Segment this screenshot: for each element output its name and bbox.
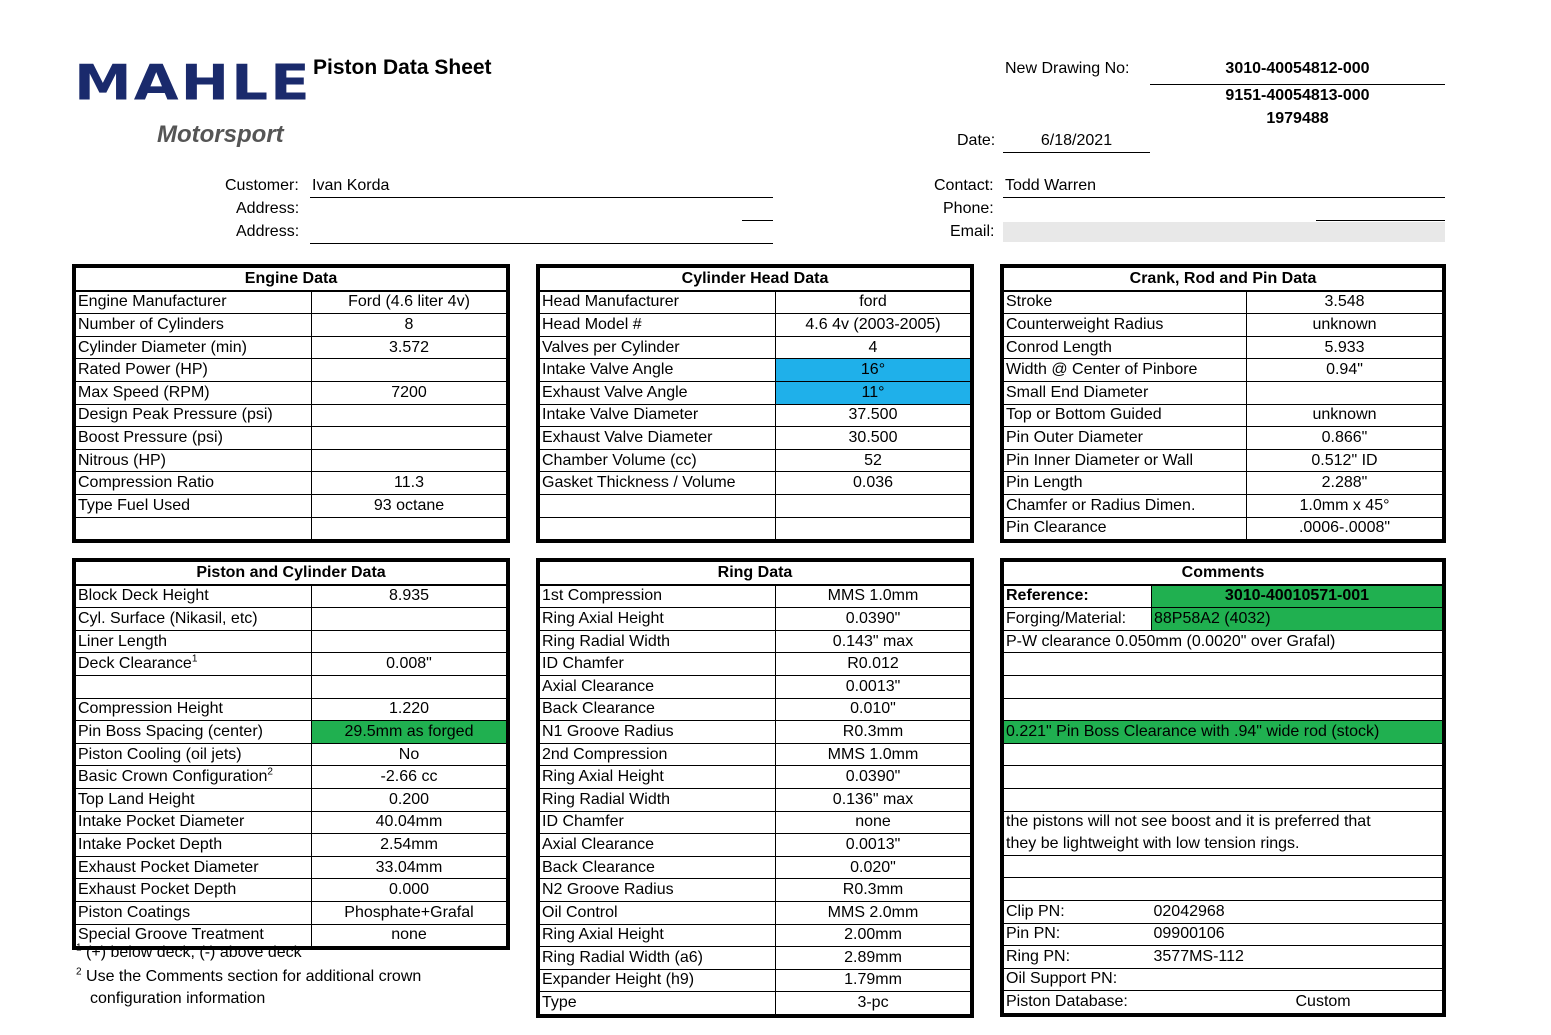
row-label: Intake Pocket Diameter <box>76 811 312 834</box>
row-label: 1st Compression <box>540 585 776 608</box>
piston-cylinder-table <box>72 558 510 950</box>
table-row <box>76 472 507 495</box>
table-row <box>76 608 507 631</box>
row-value: MMS 1.0mm <box>776 743 971 766</box>
piston-database-label: Piston Database: <box>1004 991 1152 1014</box>
row-label: Valves per Cylinder <box>540 336 776 359</box>
row-label: Width @ Center of Pinbore <box>1004 359 1247 382</box>
ring-pn-value: 3577MS-112 <box>1152 946 1443 969</box>
row-label: Piston Coatings <box>76 901 312 924</box>
row-value: 29.5mm as forged <box>312 721 507 744</box>
row-label: Compression Ratio <box>76 472 312 495</box>
reference-label: Reference: <box>1004 585 1152 608</box>
row-value: 0.0013" <box>776 834 971 857</box>
row-label: Compression Height <box>76 698 312 721</box>
table-row <box>1004 404 1443 427</box>
table-row <box>540 992 971 1015</box>
table-row <box>1004 517 1443 540</box>
row-value: MMS 1.0mm <box>776 585 971 608</box>
table-row <box>1004 291 1443 314</box>
row-value: 0.512" ID <box>1247 449 1443 472</box>
row-value <box>312 675 507 698</box>
row-label: Exhaust Pocket Depth <box>76 879 312 902</box>
table-row <box>76 879 507 902</box>
table-row <box>76 449 507 472</box>
row-value: MMS 2.0mm <box>776 901 971 924</box>
row-value <box>312 630 507 653</box>
row-value: 5.933 <box>1247 336 1443 359</box>
drawing-number-2: 9151-40054813-000 <box>1225 87 1370 104</box>
drawing-number-label: New Drawing No: <box>1005 60 1130 77</box>
row-value: 93 octane <box>312 494 507 517</box>
row-value: 3.572 <box>312 336 507 359</box>
logo-subtitle: Motorsport <box>157 121 284 148</box>
table-row <box>540 381 971 404</box>
table-row <box>1004 449 1443 472</box>
row-label: Ring Radial Width <box>540 630 776 653</box>
reference-value: 3010-40010571-001 <box>1152 585 1443 608</box>
row-value: 0.866" <box>1247 427 1443 450</box>
email-label: Email: <box>950 223 995 240</box>
table-row <box>76 494 507 517</box>
table-row <box>76 743 507 766</box>
row-label: 2nd Compression <box>540 743 776 766</box>
table-row <box>76 359 507 382</box>
row-value <box>312 427 507 450</box>
row-label: Counterweight Radius <box>1004 314 1247 337</box>
pin-boss-note: 0.221" Pin Boss Clearance with .94" wide rod (stock) <box>1004 721 1443 744</box>
crank-rod-pin-title: Crank, Rod and Pin Data <box>1004 268 1443 291</box>
table-row <box>76 901 507 924</box>
table-row <box>1004 314 1443 337</box>
table-row <box>540 359 971 382</box>
row-value: 33.04mm <box>312 856 507 879</box>
row-label: Stroke <box>1004 291 1247 314</box>
table-row <box>76 404 507 427</box>
row-value: 2.288" <box>1247 472 1443 495</box>
row-label <box>540 494 776 517</box>
row-label: Gasket Thickness / Volume <box>540 472 776 495</box>
row-label: Exhaust Valve Angle <box>540 381 776 404</box>
row-value: R0.3mm <box>776 879 971 902</box>
table-row <box>540 811 971 834</box>
row-value: 8 <box>312 314 507 337</box>
row-value: 0.143" max <box>776 630 971 653</box>
row-value: 2.00mm <box>776 924 971 947</box>
table-row <box>540 494 971 517</box>
table-row <box>76 834 507 857</box>
row-value: 0.0013" <box>776 675 971 698</box>
table-row <box>76 336 507 359</box>
row-label: Type Fuel Used <box>76 494 312 517</box>
table-row <box>76 314 507 337</box>
pin-pn-label: Pin PN: <box>1004 923 1152 946</box>
row-value: 0.200 <box>312 788 507 811</box>
row-label <box>540 517 776 540</box>
row-value: No <box>312 743 507 766</box>
row-label: Intake Valve Angle <box>540 359 776 382</box>
row-label: Conrod Length <box>1004 336 1247 359</box>
row-label: Axial Clearance <box>540 675 776 698</box>
clip-pn-value: 02042968 <box>1152 900 1443 923</box>
table-row <box>540 743 971 766</box>
row-value: R0.012 <box>776 653 971 676</box>
row-label: Deck Clearance$^1$ <box>76 653 312 676</box>
row-value: 0.0390" <box>776 608 971 631</box>
row-label: Basic Crown Configuration$^2$ <box>76 766 312 789</box>
row-value: R0.3mm <box>776 721 971 744</box>
row-label: Special Groove Treatment <box>76 924 312 947</box>
row-label: Back Clearance <box>540 856 776 879</box>
table-row <box>76 585 507 608</box>
row-label: Cyl. Surface (Nikasil, etc) <box>76 608 312 631</box>
row-label: Pin Inner Diameter or Wall <box>1004 449 1247 472</box>
row-label <box>76 675 312 698</box>
row-label: Max Speed (RPM) <box>76 381 312 404</box>
row-label: Ring Axial Height <box>540 766 776 789</box>
row-value <box>312 404 507 427</box>
row-label: Piston Cooling (oil jets) <box>76 743 312 766</box>
address-label-1: Address: <box>236 200 300 217</box>
footnote-1: $^1$ (+) below deck, (-) above deck <box>76 942 302 961</box>
row-label: Chamber Volume (cc) <box>540 449 776 472</box>
table-row <box>540 472 971 495</box>
table-row <box>1004 472 1443 495</box>
table-row <box>540 653 971 676</box>
table-row <box>540 336 971 359</box>
table-row <box>540 630 971 653</box>
ring-data-table <box>536 558 974 1018</box>
row-value: 16° <box>776 359 971 382</box>
table-row <box>76 291 507 314</box>
crank-rod-pin-table <box>1000 264 1446 543</box>
row-value <box>312 359 507 382</box>
row-value <box>312 608 507 631</box>
clip-pn-label: Clip PN: <box>1004 900 1152 923</box>
row-value: 0.0390" <box>776 766 971 789</box>
row-value: 0.94" <box>1247 359 1443 382</box>
row-value: 1.0mm x 45° <box>1247 494 1443 517</box>
table-row <box>540 856 971 879</box>
oil-support-pn-label: Oil Support PN: <box>1004 968 1152 991</box>
row-value: 7200 <box>312 381 507 404</box>
drawing-number-1: 3010-40054812-000 <box>1225 60 1370 77</box>
row-value <box>1247 381 1443 404</box>
pw-clearance-note: P-W clearance 0.050mm (0.0020" over Grafal) <box>1004 630 1443 653</box>
row-value: 11° <box>776 381 971 404</box>
comments-title: Comments <box>1004 562 1443 585</box>
row-label: Cylinder Diameter (min) <box>76 336 312 359</box>
row-label: Ring Radial Width (a6) <box>540 947 776 970</box>
row-label: Nitrous (HP) <box>76 449 312 472</box>
engine-data-table <box>72 264 510 543</box>
table-row <box>76 698 507 721</box>
row-value: 40.04mm <box>312 811 507 834</box>
piston-database-value: Custom <box>1294 991 1443 1014</box>
row-value: 0.036 <box>776 472 971 495</box>
contact-label: Contact: <box>934 177 994 194</box>
table-row <box>540 291 971 314</box>
contact-value: Todd Warren <box>1005 177 1096 194</box>
row-label: ID Chamfer <box>540 811 776 834</box>
row-label: Number of Cylinders <box>76 314 312 337</box>
table-row <box>540 404 971 427</box>
table-row <box>76 381 507 404</box>
forging-label: Forging/Material: <box>1004 608 1152 631</box>
table-row <box>1004 381 1443 404</box>
table-row <box>540 721 971 744</box>
row-label <box>76 517 312 540</box>
ring-data-title: Ring Data <box>540 562 971 585</box>
row-value: 52 <box>776 449 971 472</box>
row-label: Type <box>540 992 776 1015</box>
table-row <box>540 766 971 789</box>
customer-label: Customer: <box>225 177 299 194</box>
table-row <box>540 517 971 540</box>
row-value: 3-pc <box>776 992 971 1015</box>
page-title: Piston Data Sheet <box>313 56 492 79</box>
row-value: 1.79mm <box>776 969 971 992</box>
row-label: Pin Clearance <box>1004 517 1247 540</box>
row-value: 37.500 <box>776 404 971 427</box>
row-value: 0.008" <box>312 653 507 676</box>
row-value: unknown <box>1247 314 1443 337</box>
row-value: .0006-.0008" <box>1247 517 1443 540</box>
table-row <box>540 698 971 721</box>
table-row <box>540 449 971 472</box>
forging-value: 88P58A2 (4032) <box>1152 608 1443 631</box>
table-row <box>76 856 507 879</box>
date-label: Date: <box>957 132 996 149</box>
row-value <box>776 517 971 540</box>
table-row <box>1004 494 1443 517</box>
row-value: none <box>312 924 507 947</box>
row-label: Design Peak Pressure (psi) <box>76 404 312 427</box>
row-value: 3.548 <box>1247 291 1443 314</box>
table-row <box>76 811 507 834</box>
table-row <box>540 969 971 992</box>
row-label: Head Model # <box>540 314 776 337</box>
row-value: 4 <box>776 336 971 359</box>
row-value: 1.220 <box>312 698 507 721</box>
email-field-redacted <box>1003 222 1445 242</box>
comment-line-2: they be lightweight with low tension rings. <box>1004 833 1443 855</box>
row-label: Chamfer or Radius Dimen. <box>1004 494 1247 517</box>
ring-pn-label: Ring PN: <box>1004 946 1152 969</box>
row-value: ford <box>776 291 971 314</box>
row-value: Phosphate+Grafal <box>312 901 507 924</box>
table-row <box>76 675 507 698</box>
drawing-number-3: 1979488 <box>1266 110 1329 127</box>
footnote-2: $^2$ Use the Comments section for additional crown <box>76 966 422 985</box>
row-label: Small End Diameter <box>1004 381 1247 404</box>
row-value: 4.6 4v (2003-2005) <box>776 314 971 337</box>
engine-data-title: Engine Data <box>76 268 507 291</box>
row-label: Exhaust Valve Diameter <box>540 427 776 450</box>
table-row <box>540 788 971 811</box>
phone-label: Phone: <box>943 200 994 217</box>
row-value: 0.010" <box>776 698 971 721</box>
table-row <box>76 788 507 811</box>
row-value: none <box>776 811 971 834</box>
table-row <box>76 630 507 653</box>
row-label: Engine Manufacturer <box>76 291 312 314</box>
row-value: 0.136" max <box>776 788 971 811</box>
row-label: Ring Axial Height <box>540 924 776 947</box>
row-value: 0.000 <box>312 879 507 902</box>
row-value <box>312 517 507 540</box>
row-label: Liner Length <box>76 630 312 653</box>
cylinder-head-table <box>536 264 974 543</box>
table-row <box>540 675 971 698</box>
row-label: Pin Length <box>1004 472 1247 495</box>
row-value: -2.66 cc <box>312 766 507 789</box>
customer-value: Ivan Korda <box>312 177 390 194</box>
row-value: 2.54mm <box>312 834 507 857</box>
row-label: Ring Radial Width <box>540 788 776 811</box>
row-label: Ring Axial Height <box>540 608 776 631</box>
table-row <box>76 517 507 540</box>
row-value: 0.020" <box>776 856 971 879</box>
table-row <box>540 834 971 857</box>
table-row <box>1004 359 1443 382</box>
row-label: Top Land Height <box>76 788 312 811</box>
mahle-logo: MAHLE <box>74 53 312 112</box>
table-row <box>540 879 971 902</box>
table-row <box>1004 336 1443 359</box>
table-row <box>540 585 971 608</box>
table-row <box>540 924 971 947</box>
date-value: 6/18/2021 <box>1040 132 1113 149</box>
table-row <box>1004 427 1443 450</box>
row-value: unknown <box>1247 404 1443 427</box>
row-label: Expander Height (h9) <box>540 969 776 992</box>
row-value <box>312 449 507 472</box>
row-value: 30.500 <box>776 427 971 450</box>
oil-support-pn-value <box>1152 968 1443 991</box>
row-value <box>776 494 971 517</box>
row-value: 8.935 <box>312 585 507 608</box>
row-label: Pin Outer Diameter <box>1004 427 1247 450</box>
table-row <box>540 427 971 450</box>
table-row <box>540 608 971 631</box>
row-value: 2.89mm <box>776 947 971 970</box>
table-row <box>540 901 971 924</box>
row-value: Ford (4.6 liter 4v) <box>312 291 507 314</box>
row-label: Axial Clearance <box>540 834 776 857</box>
row-label: Intake Pocket Depth <box>76 834 312 857</box>
comments-table <box>1000 558 1446 1017</box>
cylinder-head-title: Cylinder Head Data <box>540 268 971 291</box>
pin-pn-value: 09900106 <box>1152 923 1443 946</box>
table-row <box>540 947 971 970</box>
row-label: Block Deck Height <box>76 585 312 608</box>
row-label: Head Manufacturer <box>540 291 776 314</box>
row-label: N2 Groove Radius <box>540 879 776 902</box>
row-label: Boost Pressure (psi) <box>76 427 312 450</box>
table-row <box>76 653 507 676</box>
row-label: Oil Control <box>540 901 776 924</box>
piston-cylinder-title: Piston and Cylinder Data <box>76 562 507 585</box>
footnote-2-cont: configuration information <box>90 990 266 1007</box>
row-label: ID Chamfer <box>540 653 776 676</box>
row-label: Rated Power (HP) <box>76 359 312 382</box>
table-row <box>76 427 507 450</box>
row-label: Exhaust Pocket Diameter <box>76 856 312 879</box>
comment-line-1: the pistons will not see boost and it is preferred that <box>1004 811 1443 833</box>
table-row <box>76 766 507 789</box>
row-label: Pin Boss Spacing (center) <box>76 721 312 744</box>
table-row <box>540 314 971 337</box>
row-value: 11.3 <box>312 472 507 495</box>
address-label-2: Address: <box>236 223 300 240</box>
table-row <box>76 721 507 744</box>
row-label: Intake Valve Diameter <box>540 404 776 427</box>
row-label: Back Clearance <box>540 698 776 721</box>
row-label: N1 Groove Radius <box>540 721 776 744</box>
row-label: Top or Bottom Guided <box>1004 404 1247 427</box>
